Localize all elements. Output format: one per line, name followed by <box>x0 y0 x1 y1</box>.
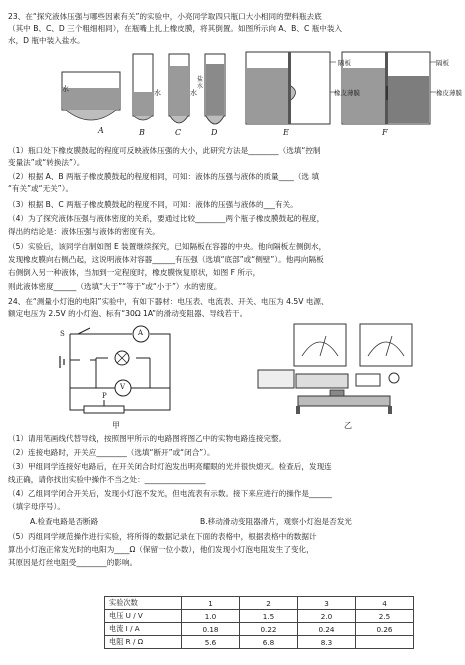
table-header-label: 实验次数 <box>105 597 182 610</box>
table-cell: 0.22 <box>240 623 298 636</box>
container-e <box>246 52 330 124</box>
q24-option-b: B.移动滑动变阻器滑片，观察小灯泡是否发光 <box>200 517 352 526</box>
q24-sub3: （3）甲组同学连接好电路后，在开关闭合时灯泡发出明亮耀眼的光并很快熄灭。检查后，发现连 <box>8 462 332 471</box>
apparatus-yi <box>258 324 412 414</box>
q23-stem-3: 水，D 瓶中装入盐水。 <box>8 36 85 45</box>
row-label: 电压 U / V <box>105 610 182 623</box>
table-cell: 1.0 <box>182 610 240 623</box>
label-e: E <box>283 128 289 137</box>
q23-sub1b: 变量法”或“转换法”）。 <box>8 158 85 167</box>
q23-sub5: （5）实验后，该同学自制如图 E 装置继续探究，已知隔板在容器的中央。他向隔板左侧倒水， <box>8 242 327 251</box>
table-cell: 1.5 <box>240 610 298 623</box>
bottle-b <box>133 54 153 120</box>
label-d: D <box>211 128 218 137</box>
table-cell: 0.24 <box>298 623 356 636</box>
label-p: P <box>102 392 107 400</box>
label-jia: 甲 <box>112 421 120 430</box>
table-cell: 6.8 <box>240 636 298 649</box>
q23-sub2b: “有关”或“无关”）。 <box>8 184 74 193</box>
data-table <box>104 596 414 649</box>
q23-sub2: （2）根据 A、B 两瓶子橡皮膜鼓起的程度相同，可知：液体的压强与液体的质量____（选 填 <box>8 172 320 181</box>
q23-sub5c: 右侧倒入另一种液体，当加到一定程度时，橡皮膜恢复原状，如图 F 所示， <box>8 268 261 277</box>
label-ammeter: A <box>138 329 144 337</box>
q23-sub4b: 得出的结论是：液体压强与液体的密度有关。 <box>8 227 160 236</box>
label-water-a: 水 <box>62 85 69 93</box>
label-yi: 乙 <box>344 421 352 430</box>
q24-stem-1: 24、在“测量小灯泡的电阳”实验中，有如下器材：电压表、电流表、开关、电压为 4.5V 电源、 <box>8 297 329 306</box>
label-s: S <box>60 330 65 338</box>
q24-sub4b: （填字母序号）。 <box>8 502 65 511</box>
q24-sub5c: 其原因是灯丝电阻受________的影响。 <box>8 558 138 567</box>
label-a: A <box>98 126 104 135</box>
table-cell: 2.5 <box>356 610 414 623</box>
q23-sub4: （4）为了探究液体压强与液体密度的关系，要通过比较________两个瓶子橡皮膜鼓起的程度， <box>8 214 325 223</box>
bottle-d <box>205 54 225 124</box>
label-saltwater: 盐水 <box>197 76 204 90</box>
label-b: B <box>139 128 145 137</box>
table-col-header: 2 <box>240 597 298 610</box>
q24-stem-2: 额定电压为 2.5V 的小灯泡、标有“30Ω 1A”的滑动变阻器、导线若干。 <box>8 309 248 318</box>
circuit-diagram <box>0 320 465 420</box>
q24-sub1: （1）请用笔画线代替导线，按照图甲所示的电路图将图乙中的实物电路连接完整。 <box>8 434 287 443</box>
q23-sub3: （3）根据 B、C 两瓶子橡皮膜鼓起的程度不同，可知：液体的压强与液体的___有关。 <box>8 200 298 209</box>
label-water-c: 水 <box>190 89 197 97</box>
label-water-b: 水 <box>154 89 161 97</box>
q23-stem-2: （其中 B、C、D 三个粗细相同），在瓶嘴上扎上橡皮膜，将其倒置。如图所示向 A、B、C 瓶中装入 <box>8 24 343 33</box>
q24-sub5: （5）丙组同学规范操作进行实验，将所得的数据记录在下面的表格中，根据表格中的数据计 <box>8 532 317 541</box>
q23-sub1: （1）瓶口处下橡皮膜鼓起的程度可反映液体压强的大小，此研究方法是________（选填“控制 <box>8 146 321 155</box>
table-row <box>105 636 414 649</box>
table-header-row <box>105 597 414 610</box>
table-row <box>105 610 414 623</box>
q24-sub3b: 线正确，请你找出实验中操作不当之处：________________ <box>8 475 206 484</box>
table-cell <box>356 636 414 649</box>
q24-option-a: A.检查电路是否断路 <box>30 517 99 526</box>
row-label: 电阻 R / Ω <box>105 636 182 649</box>
q23-sub5b: 发现橡皮膜向右侧凸起，这说明液体对容器______有压强（选填“底部”或“侧壁”）。他再向隔板 <box>8 255 324 264</box>
bottle-c <box>169 54 189 123</box>
table-col-header: 1 <box>182 597 240 610</box>
q24-sub5b: 算出小灯泡正常发光时的电阳为____Ω（保留一位小数），他们发现小灯泡电阻发生了变化， <box>8 545 314 554</box>
row-label: 电流 I / A <box>105 623 182 636</box>
label-f: F <box>382 128 388 137</box>
table-cell: 0.26 <box>356 623 414 636</box>
q23-sub5d: 则此液体密度______（选填“大于”“等于”或“小于”）水的密度。 <box>8 282 222 291</box>
bottles-figure <box>0 48 465 148</box>
label-c: C <box>175 128 182 137</box>
label-partition-f: 隔板 <box>436 59 449 67</box>
table-row <box>105 623 414 636</box>
label-voltmeter: V <box>120 383 126 391</box>
table-col-header: 3 <box>298 597 356 610</box>
q24-sub2: （2）连接电路时，开关应________（选填“断开”或“闭合”）。 <box>8 448 215 457</box>
q24-sub4: （4）乙组同学闭合开关后，发现小灯泡不发光，但电流表有示数。接下来应进行的操作是______ <box>8 489 332 498</box>
table-cell: 2.0 <box>298 610 356 623</box>
label-film-e: 橡皮薄膜 <box>334 89 360 97</box>
label-film-f: 橡皮薄膜 <box>436 89 462 97</box>
table-cell: 0.18 <box>182 623 240 636</box>
table-cell: 5.6 <box>182 636 240 649</box>
table-cell: 8.3 <box>298 636 356 649</box>
table-col-header: 4 <box>356 597 414 610</box>
bottle-a <box>62 72 120 120</box>
q23-stem-1: 23、在“探究液体压强与哪些因素有关”的实验中，小亮同学取四只瓶口大小相同的塑料瓶去底 <box>8 12 322 21</box>
label-partition: 隔板 <box>338 59 351 67</box>
